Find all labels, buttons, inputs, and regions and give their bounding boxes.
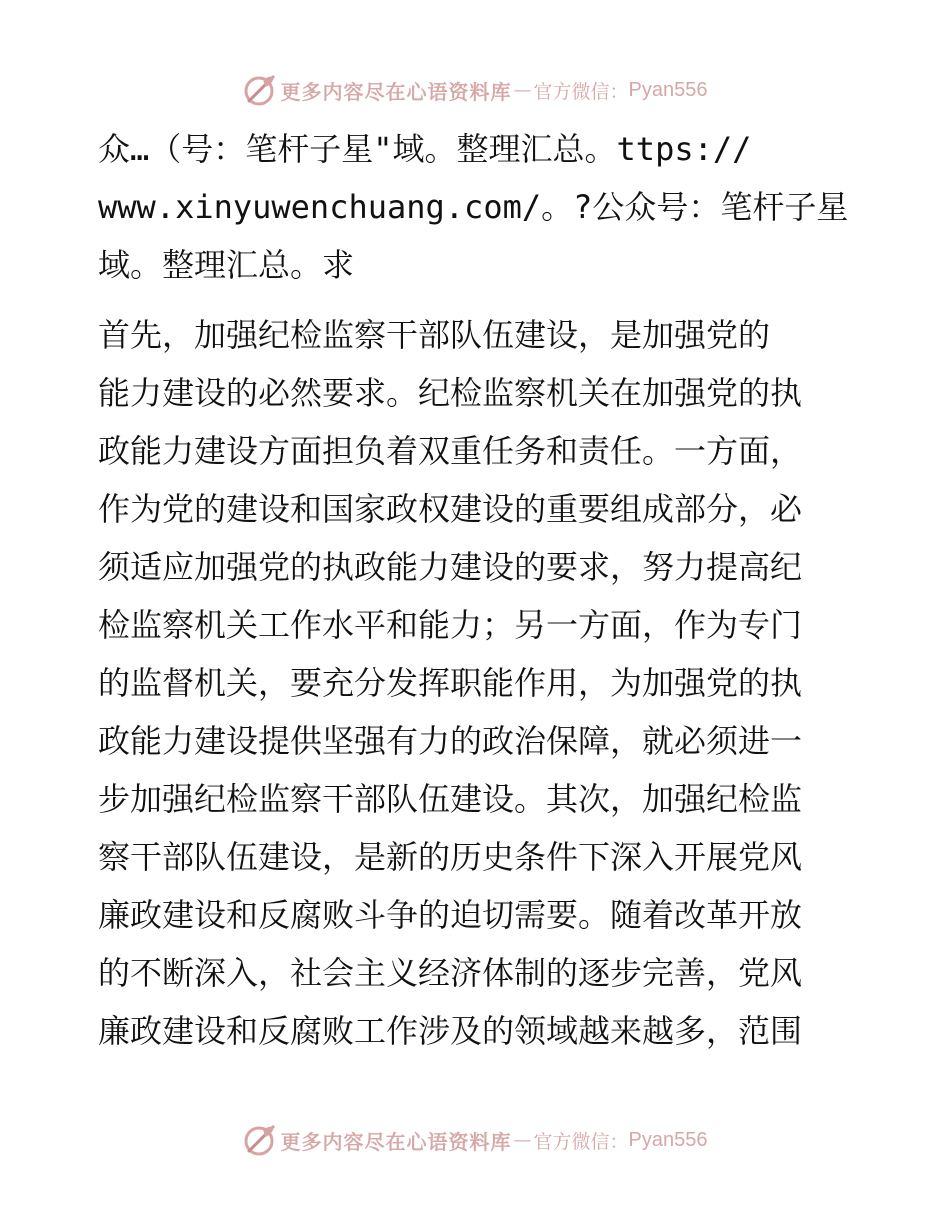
banner-official-label: 官方微信： <box>533 1130 629 1153</box>
quill-circle-logo-icon <box>243 1123 277 1157</box>
intro-paragraph: 众…（号：笔杆子星"域。整理汇总。ttps:// www.xinyuwenchuang.com/。?公众号：笔杆子星 域。整理汇总。求 <box>98 130 849 284</box>
banner-title: 更多内容尽在心语资料库 <box>280 1129 512 1154</box>
body-paragraph: 首先，加强纪检监察干部队伍建设，是加强党的 能力建设的必然要求。纪检监察机关在加强党的执 政能力建设方面担负着双重任务和责任。一方面， 作为党的建设和国家政权建设的重要组成部分，必 须适应加强党的执政能力建设的要求，努力提高纪 检监察机关工作水平和能力；另一方面，作为专门 的监督机关，要充分发挥职能作用，为加强党的执 政能力建设提供坚强有力的政治保障，就必须进一 步加强纪检监察干部队伍建设。其次，加强纪检监 察干部队伍建设，是新的历史条件下深入开展党风 廉政建设和反腐败斗争的迫切需要。随着改革开放 的不断深入，社会主义经济体制的逐步完善，党风 廉政建设和反腐败工作涉及的领域越来越多，范围 <box>98 316 803 1050</box>
banner-wechat-handle: Pyan556 <box>628 78 708 101</box>
banner-separator: — <box>513 79 532 101</box>
banner-title: 更多内容尽在心语资料库 <box>280 79 512 104</box>
banner-separator: — <box>513 1129 532 1151</box>
banner-wechat-handle: Pyan556 <box>628 1128 708 1151</box>
document-body <box>98 120 858 1060</box>
header-banner <box>0 70 950 110</box>
quill-circle-logo-icon <box>243 73 277 107</box>
banner-official-label: 官方微信： <box>533 80 629 103</box>
footer-banner <box>0 1120 950 1160</box>
